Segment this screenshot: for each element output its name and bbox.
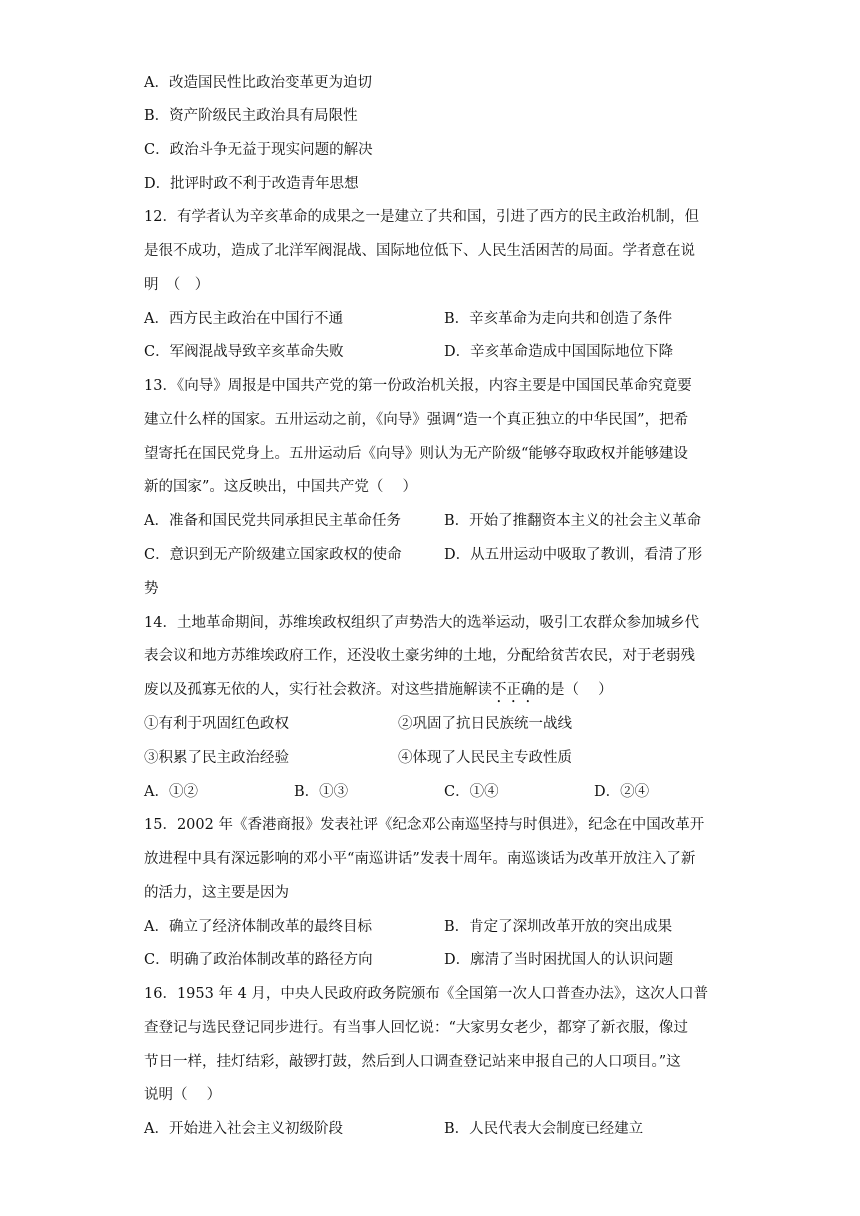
q15-option-a: A．确立了经济体制改革的最终目标 bbox=[144, 919, 372, 935]
q15-stem-line-1: 15．2002 年《香港商报》发表社评《纪念邓公南巡坚持与时俱进》，纪念在中国改革开 bbox=[144, 817, 705, 833]
q14-emphasis-text: 不正确 bbox=[492, 682, 536, 698]
q14-option-c: C．①④ bbox=[444, 784, 499, 800]
q13-option-c: C．意识到无产阶级建立国家政权的使命 bbox=[144, 547, 402, 563]
q11-option-c: C．政治斗争无益于现实问题的解决 bbox=[144, 142, 373, 158]
q13-option-a: A．准备和国民党共同承担民主革命任务 bbox=[144, 513, 401, 529]
q14-item-2: ②巩固了抗日民族统一战线 bbox=[398, 716, 572, 732]
q14-stem-line-3 bbox=[144, 680, 719, 706]
q13-stem-line-2: 建立什么样的国家。五卅运动之前，《向导》强调“造一个真正独立的中华民国”，把希 bbox=[144, 412, 689, 428]
q15-stem-line-3: 的活力，这主要是因为 bbox=[144, 885, 289, 901]
q12-option-a: A．西方民主政治在中国行不通 bbox=[144, 311, 343, 327]
q12-stem-line-2: 是很不成功，造成了北洋军阀混战、国际地位低下、人民生活困苦的局面。学者意在说 bbox=[144, 243, 695, 259]
q11-option-d: D．批评时政不利于改造青年思想 bbox=[144, 176, 359, 192]
q13-stem-line-4: 新的国家”。这反映出，中国共产党（ ） bbox=[144, 479, 418, 495]
q16-option-a: A．开始进入社会主义初级阶段 bbox=[144, 1121, 343, 1137]
q13-options-row-1 bbox=[144, 511, 719, 531]
q12-option-c: C．军阀混战导致辛亥革命失败 bbox=[144, 344, 344, 360]
q13-stem-line-1: 13．《向导》周报是中国共产党的第一份政治机关报，内容主要是中国国民革命究竟要 bbox=[144, 378, 692, 394]
q14-option-d: D．②④ bbox=[594, 784, 650, 800]
q14-stem-tail: 的是（ ） bbox=[535, 682, 613, 698]
q15-stem-line-2: 放进程中具有深远影响的邓小平“南巡讲话”发表十周年。南巡谈话为改革开放注入了新 bbox=[144, 851, 696, 867]
q16-stem-line-2: 查登记与选民登记同步进行。有当事人回忆说：“大家男女老少，都穿了新衣服，像过 bbox=[144, 1020, 688, 1036]
q12-stem-line-3: 明 （ ） bbox=[144, 277, 210, 293]
q12-options-row-2 bbox=[144, 342, 719, 362]
q15-options-row-2 bbox=[144, 950, 719, 970]
q12-option-d: D．辛亥革命造成中国国际地位下降 bbox=[444, 344, 674, 360]
q12-options-row-1 bbox=[144, 309, 719, 329]
q13-option-d: D．从五卅运动中吸取了教训，看清了形 bbox=[444, 547, 703, 563]
q16-stem-line-1: 16．1953 年 4 月，中央人民政府政务院颁布《全国第一次人口普查办法》，这次人口普 bbox=[144, 986, 709, 1002]
q14-items-row-1 bbox=[144, 714, 719, 734]
q12-option-b: B．辛亥革命为走向共和创造了条件 bbox=[444, 311, 673, 327]
q14-item-3: ③积累了民主政治经验 bbox=[144, 750, 289, 766]
q15-option-c: C．明确了政治体制改革的路径方向 bbox=[144, 952, 373, 968]
q13-stem-line-3: 望寄托在国民党身上。五卅运动后《向导》则认为无产阶级“能够夺取政权并能够建设 bbox=[144, 446, 688, 462]
q14-option-a: A．①② bbox=[144, 784, 198, 800]
q15-option-b: B．肯定了深圳改革开放的突出成果 bbox=[444, 919, 673, 935]
q11-option-a: A．改造国民性比政治变革更为迫切 bbox=[144, 75, 372, 91]
q14-options-row bbox=[144, 782, 719, 802]
q14-option-b: B．①③ bbox=[294, 784, 349, 800]
q16-stem-line-3: 节日一样，挂灯结彩，敲锣打鼓，然后到人口调查登记站来申报自己的人口项目。”这 bbox=[144, 1054, 681, 1070]
q16-options-row-1 bbox=[144, 1119, 719, 1139]
q16-stem-line-4: 说明（ ） bbox=[144, 1087, 222, 1103]
q14-items-row-2 bbox=[144, 748, 719, 768]
q14-stem-line-2: 表会议和地方苏维埃政府工作，还没收土豪劣绅的土地，分配给贫苦农民，对于老弱残 bbox=[144, 648, 695, 664]
q13-option-b: B．开始了推翻资本主义的社会主义革命 bbox=[444, 513, 702, 529]
q12-stem-line-1: 12．有学者认为辛亥革命的成果之一是建立了共和国，引进了西方的民主政治机制，但 bbox=[144, 209, 699, 225]
q15-option-d: D．廓清了当时困扰国人的认识问题 bbox=[444, 952, 674, 968]
q13-option-d-continuation: 势 bbox=[144, 581, 159, 597]
q13-options-row-2 bbox=[144, 545, 719, 565]
q16-option-b: B．人民代表大会制度已经建立 bbox=[444, 1121, 644, 1137]
q14-item-1: ①有利于巩固红色政权 bbox=[144, 716, 289, 732]
q15-options-row-1 bbox=[144, 917, 719, 937]
q14-stem-text: 废以及孤寡无依的人，实行社会救济。对这些措施解读 bbox=[144, 682, 492, 698]
q14-stem-line-1: 14．土地革命期间，苏维埃政权组织了声势浩大的选举运动，吸引工农群众参加城乡代 bbox=[144, 615, 699, 631]
q14-item-4: ④体现了人民民主专政性质 bbox=[398, 750, 572, 766]
q11-option-b: B．资产阶级民主政治具有局限性 bbox=[144, 108, 358, 124]
